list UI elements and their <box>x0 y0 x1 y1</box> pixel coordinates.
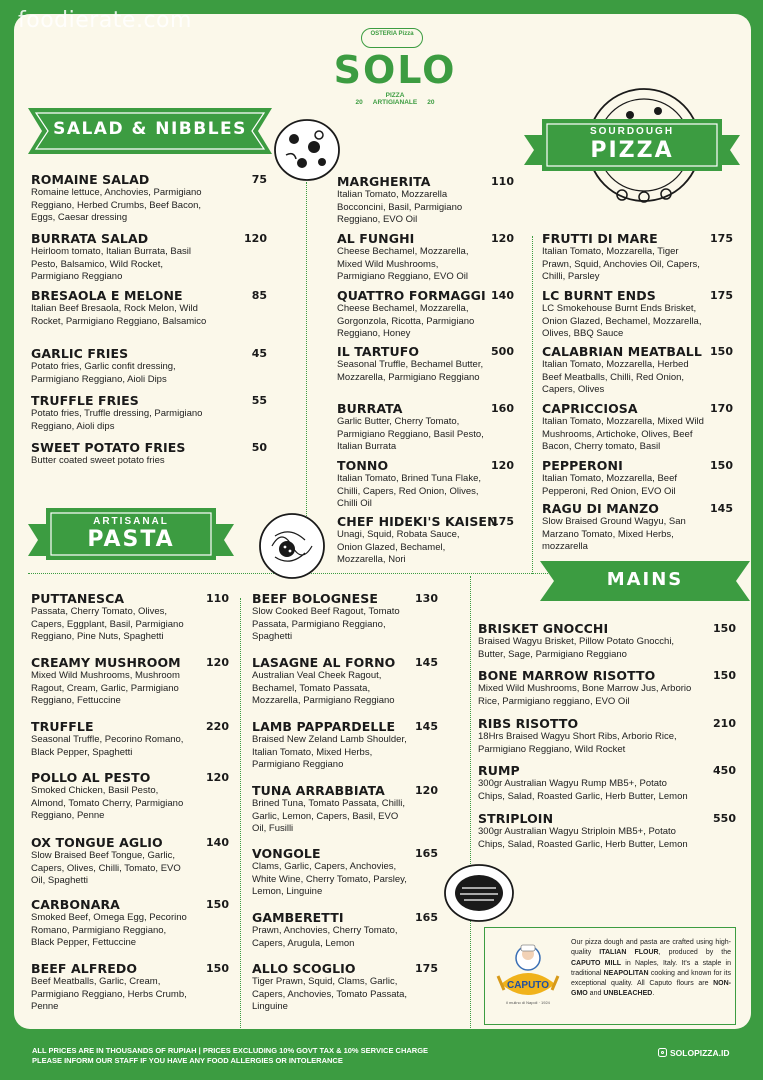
menu-item <box>337 402 514 454</box>
menu-item-name: OX TONGUE AGLIO <box>31 835 163 850</box>
menu-item-description: Clams, Garlic, Capers, Anchovies, White Wine, Cherry Tomato, Parsley, Lemon, Linguine <box>252 861 407 897</box>
menu-item-name: ALLO SCOGLIO <box>252 961 356 976</box>
menu-item-name: TRUFFLE FRIES <box>31 393 139 408</box>
menu-item <box>337 515 514 567</box>
menu-item-description: Italian Beef Bresaola, Rock Melon, Wild Rocket, Parmigiano Reggiano, Balsamico <box>31 303 207 327</box>
menu-item-name: CARBONARA <box>31 897 120 912</box>
menu-item-name: BURRATA <box>337 401 403 416</box>
menu-item <box>542 345 733 397</box>
menu-item-description: Australian Veal Cheek Ragout, Bechamel, Tomato Passata, Mozzarella, Parmigiano Reggiano <box>252 670 395 706</box>
menu-item-description: Smoked Chicken, Basil Pesto, Almond, Tomato Cherry, Parmigiano Reggiano, Penne <box>31 785 184 821</box>
menu-item <box>252 592 438 644</box>
menu-item-name: IL TARTUFO <box>337 344 420 359</box>
menu-item-price: 130 <box>415 592 438 605</box>
menu-item <box>478 669 736 708</box>
pasta-big-title: PASTA <box>87 527 175 552</box>
menu-item <box>252 720 438 772</box>
menu-item <box>31 592 229 644</box>
menu-item-description: Italian Tomato, Mozzarella, Mixed Wild Mushrooms, Artichoke, Olives, Beef Bacon, Cherry tomato, Basil <box>542 416 704 452</box>
menu-item <box>31 898 229 950</box>
menu-item-price: 140 <box>491 289 514 302</box>
menu-item-price: 145 <box>710 502 733 515</box>
footer-line-2: PLEASE INFORM OUR STAFF IF YOU HAVE ANY FOOD ALLERGIES OR INTOLERANCE <box>32 1056 343 1065</box>
menu-item-price: 150 <box>710 345 733 358</box>
menu-item-name: LASAGNE AL FORNO <box>252 655 396 670</box>
menu-item <box>478 764 736 803</box>
menu-item-name: AL FUNGHI <box>337 231 415 246</box>
menu-item <box>337 175 514 227</box>
menu-item-price: 150 <box>713 669 736 682</box>
menu-item-price: 120 <box>491 232 514 245</box>
menu-item-name: BRESAOLA E MELONE <box>31 288 183 303</box>
menu-item-price: 500 <box>491 345 514 358</box>
menu-item-name: CREAMY MUSHROOM <box>31 655 181 670</box>
menu-item <box>542 289 733 341</box>
menu-item-name: RIBS RISOTTO <box>478 716 579 731</box>
menu-item-name: LAMB PAPPARDELLE <box>252 719 396 734</box>
menu-item-price: 45 <box>251 347 267 360</box>
menu-item-description: 300gr Australian Wagyu Rump MB5+, Potato Chips, Salad, Roasted Garlic, Herb Butter, Lemon <box>478 778 688 802</box>
menu-item <box>31 836 229 888</box>
menu-item <box>478 812 736 851</box>
menu-item-description: Seasonal Truffle, Bechamel Butter, Mozzarella, Parmigiano Reggiano <box>337 359 484 383</box>
menu-item-description: Cheese Bechamel, Mozzarella, Gorgonzola, Ricotta, Parmigiano Reggiano, Honey <box>337 303 475 339</box>
menu-item <box>337 232 514 284</box>
menu-item-price: 150 <box>710 459 733 472</box>
caputo-logo-text: CAPUTO <box>506 980 550 991</box>
menu-item-description: 18Hrs Braised Wagyu Short Ribs, Arborio Rice, Parmigiano Reggiano, Wild Rocket <box>478 731 677 755</box>
menu-item-name: TONNO <box>337 458 389 473</box>
menu-item <box>478 622 736 661</box>
menu-item <box>31 394 267 433</box>
menu-item <box>542 232 733 284</box>
menu-item-price: 120 <box>244 232 267 245</box>
menu-item-description: Italian Tomato, Mozzarella, Beef Pepperoni, Red Onion, EVO Oil <box>542 473 678 497</box>
menu-item <box>31 720 229 759</box>
menu-item-price: 50 <box>251 441 267 454</box>
menu-item-name: BONE MARROW RISOTTO <box>478 668 656 683</box>
menu-item-price: 120 <box>206 771 229 784</box>
menu-item-name: TUNA ARRABBIATA <box>252 783 385 798</box>
menu-item-name: VONGOLE <box>252 846 321 861</box>
menu-item-price: 450 <box>713 764 736 777</box>
menu-item-description: Braised Wagyu Brisket, Pillow Potato Gnocchi, Butter, Sage, Parmigiano Reggiano <box>478 636 675 660</box>
menu-item-description: Italian Tomato, Mozzarella, Tiger Prawn, Squid, Anchovies Oil, Capers, Chilli, Parsley <box>542 246 700 282</box>
menu-item-name: TRUFFLE <box>31 719 94 734</box>
menu-item-description: Potato fries, Garlic confit dressing, Parmigiano Reggiano, Aioli Dips <box>31 361 176 385</box>
menu-item-name: STRIPLOIN <box>478 811 554 826</box>
menu-item-description: Mixed Wild Mushrooms, Mushroom Ragout, Cream, Garlic, Parmigiano Reggiano, Fettuccine <box>31 670 180 706</box>
menu-item-description: Tiger Prawn, Squid, Clams, Garlic, Capers, Anchovies, Tomato Passata, Linguine <box>252 976 408 1012</box>
menu-item-price: 110 <box>206 592 229 605</box>
menu-item-description: Mixed Wild Mushrooms, Bone Marrow Jus, Arborio Rice, Parmigiano reggiano, EVO Oil <box>478 683 692 707</box>
menu-item-name: BEEF ALFREDO <box>31 961 138 976</box>
salad-title: SALAD & NIBBLES <box>53 119 247 139</box>
menu-item-name: QUATTRO FORMAGGI <box>337 288 486 303</box>
menu-item-price: 175 <box>710 289 733 302</box>
sourdough-big-title: PIZZA <box>590 138 674 163</box>
menu-item-name: MARGHERITA <box>337 174 431 189</box>
menu-item-name: CHEF HIDEKI'S KAISEN <box>337 514 498 529</box>
menu-item <box>31 441 267 468</box>
menu-item-name: SWEET POTATO FRIES <box>31 440 186 455</box>
menu-item <box>252 784 438 836</box>
menu-item-price: 170 <box>710 402 733 415</box>
steak-icon <box>442 862 516 924</box>
menu-item-description: Garlic Butter, Cherry Tomato, Parmigiano Reggiano, Basil Pesto, Italian Burrata <box>337 416 484 452</box>
menu-item <box>252 962 438 1014</box>
divider <box>532 236 533 574</box>
footer-line-1: ALL PRICES ARE IN THOUSANDS OF RUPIAH | PRICES EXCLUDING 10% GOVT TAX & 10% SERVICE CHARGE <box>32 1046 429 1055</box>
menu-item-description: Smoked Beef, Omega Egg, Pecorino Romano, Parmigiano Reggiano, Black Pepper, Fettuccine <box>31 912 187 948</box>
salad-bowl-icon <box>272 117 342 183</box>
logo-badge: OSTERIA Pizza <box>361 28 423 48</box>
caputo-info-box <box>484 927 736 1025</box>
menu-item <box>31 173 267 225</box>
sourdough-small-title: SOURDOUGH <box>589 126 675 137</box>
mains-title: MAINS <box>606 569 684 590</box>
pasta-small-title: ARTISANAL <box>93 516 169 527</box>
menu-item-name: RUMP <box>478 763 520 778</box>
menu-item-description: Slow Braised Beef Tongue, Garlic, Capers, Olives, Chilli, Tomato, EVO Oil, Spaghetti <box>31 850 181 886</box>
menu-item-description: Slow Braised Ground Wagyu, San Marzano Tomato, Mixed Herbs, mozzarella <box>542 516 686 552</box>
divider <box>240 598 241 1028</box>
menu-item-price: 210 <box>713 717 736 730</box>
menu-item-name: FRUTTI DI MARE <box>542 231 658 246</box>
menu-item-description: Passata, Cherry Tomato, Olives, Capers, Eggplant, Basil, Parmigiano Reggiano, Pine Nuts, Spaghetti <box>31 606 184 642</box>
menu-item-price: 75 <box>251 173 267 186</box>
menu-item-price: 165 <box>415 847 438 860</box>
menu-item-description: 300gr Australian Wagyu Striploin MB5+, Potato Chips, Salad, Roasted Garlic, Herb Butter, Lemon <box>478 826 688 850</box>
menu-item-description: Cheese Bechamel, Mozzarella, Mixed Wild Mushrooms, Parmigiano Reggiano, EVO Oil <box>337 246 469 282</box>
menu-item-price: 150 <box>206 898 229 911</box>
menu-item <box>337 459 514 511</box>
menu-item-price: 120 <box>415 784 438 797</box>
menu-item-description: Seasonal Truffle, Pecorino Romano, Black Pepper, Spaghetti <box>31 734 184 758</box>
menu-item <box>31 656 229 708</box>
menu-item-name: CAPRICCIOSA <box>542 401 638 416</box>
menu-item-name: RAGU DI MANZO <box>542 501 660 516</box>
menu-item <box>31 289 267 328</box>
menu-item-name: BEEF BOLOGNESE <box>252 591 378 606</box>
menu-item <box>337 345 514 384</box>
menu-item-name: GARLIC FRIES <box>31 346 129 361</box>
instagram-handle[interactable]: SOLOPIZZA.ID <box>658 1048 730 1058</box>
menu-item <box>31 962 229 1014</box>
menu-item-price: 55 <box>251 394 267 407</box>
menu-item-price: 140 <box>206 836 229 849</box>
menu-item <box>31 232 267 284</box>
menu-item-description: LC Smokehouse Burnt Ends Brisket, Onion Glazed, Bechamel, Mozzarella, Olives, BBQ Sauce <box>542 303 702 339</box>
menu-item-description: Unagi, Squid, Robata Sauce, Onion Glazed, Bechamel, Mozzarella, Nori <box>337 529 460 565</box>
menu-item-description: Beef Meatballs, Garlic, Cream, Parmigiano Reggiano, Herbs Crumb, Penne <box>31 976 187 1012</box>
menu-item <box>252 847 438 899</box>
pasta-bowl-icon <box>257 511 327 581</box>
menu-item-description: Romaine lettuce, Anchovies, Parmigiano Reggiano, Herbed Crumbs, Beef Bacon, Eggs, Caesar dressing <box>31 187 202 223</box>
menu-item-price: 145 <box>415 720 438 733</box>
menu-item <box>252 656 438 708</box>
menu-item-name: PUTTANESCA <box>31 591 125 606</box>
instagram-icon <box>658 1048 667 1057</box>
svg-text:il mulino di Napoli · 1924: il mulino di Napoli · 1924 <box>506 1000 550 1005</box>
caputo-description: Our pizza dough and pasta are crafted using high-quality ITALIAN FLOUR, produced by the CAPUTO MILL in Naples, Italy. It's a staple in traditional NEAPOLITAN cooking and known for its exceptional quality. All Caputo flours are NON-GMO and UNBLEACHED. <box>571 939 732 998</box>
menu-item <box>337 289 514 341</box>
menu-item-price: 120 <box>206 656 229 669</box>
menu-item-price: 85 <box>251 289 267 302</box>
menu-item-price: 175 <box>491 515 514 528</box>
menu-item-name: POLLO AL PESTO <box>31 770 151 785</box>
menu-item-description: Italian Tomato, Mozzarella Bocconcini, Basil, Parmigiano Reggiano, EVO Oil <box>337 189 463 225</box>
menu-item-price: 150 <box>713 622 736 635</box>
menu-item-price: 550 <box>713 812 736 825</box>
menu-item-description: Heirloom tomato, Italian Burrata, Basil Pesto, Balsamico, Wild Rocket, Parmigiano Reggiano <box>31 246 191 282</box>
menu-item <box>542 459 733 498</box>
menu-item-price: 165 <box>415 911 438 924</box>
menu-item-name: BURRATA SALAD <box>31 231 149 246</box>
menu-item-description: Italian Tomato, Mozzarella, Herbed Beef Meatballs, Chilli, Red Onion, Capers, Olives <box>542 359 689 395</box>
menu-card <box>14 14 751 1029</box>
menu-item-description: Brined Tuna, Tomato Passata, Chilli, Garlic, Lemon, Capers, Basil, EVO Oil, Fusilli <box>252 798 405 834</box>
menu-item-price: 110 <box>491 175 514 188</box>
menu-item <box>542 502 733 554</box>
menu-item-description: Prawn, Anchovies, Cherry Tomato, Capers, Arugula, Lemon <box>252 925 398 949</box>
brand-subtitle: PIZZA 20 ARTIGIANALE 20 <box>355 92 435 106</box>
menu-item-description: Italian Tomato, Brined Tuna Flake, Chilli, Capers, Red Onion, Olives, Chilli Oil <box>337 473 481 509</box>
menu-item-price: 160 <box>491 402 514 415</box>
menu-item-price: 175 <box>415 962 438 975</box>
menu-item-name: BRISKET GNOCCHI <box>478 621 609 636</box>
menu-item-description: Butter coated sweet potato fries <box>31 455 165 466</box>
menu-item-price: 175 <box>710 232 733 245</box>
menu-item-description: Potato fries, Truffle dressing, Parmigiano Reggiano, Aioli dips <box>31 408 203 432</box>
menu-item-description: Slow Cooked Beef Ragout, Tomato Passata, Parmigiano Reggiano, Spaghetti <box>252 606 400 642</box>
menu-item <box>478 717 736 756</box>
menu-item-price: 150 <box>206 962 229 975</box>
menu-item-name: LC BURNT ENDS <box>542 288 656 303</box>
menu-item <box>31 771 229 823</box>
caputo-logo <box>493 936 563 1018</box>
brand-name: SOLO <box>333 48 457 92</box>
menu-item-name: GAMBERETTI <box>252 910 344 925</box>
watermark: foodierate.com <box>18 8 192 33</box>
menu-item-price: 220 <box>206 720 229 733</box>
menu-item <box>542 402 733 454</box>
menu-item-name: PEPPERONI <box>542 458 623 473</box>
menu-item <box>31 347 267 386</box>
footer-notes <box>32 1046 428 1066</box>
menu-item <box>252 911 438 950</box>
menu-item-name: CALABRIAN MEATBALL <box>542 344 702 359</box>
menu-item-price: 120 <box>491 459 514 472</box>
menu-item-name: ROMAINE SALAD <box>31 172 150 187</box>
divider <box>470 576 471 1028</box>
menu-item-description: Braised New Zeland Lamb Shoulder, Italian Tomato, Mixed Herbs, Parmigiano Reggiano <box>252 734 407 770</box>
menu-item-price: 145 <box>415 656 438 669</box>
